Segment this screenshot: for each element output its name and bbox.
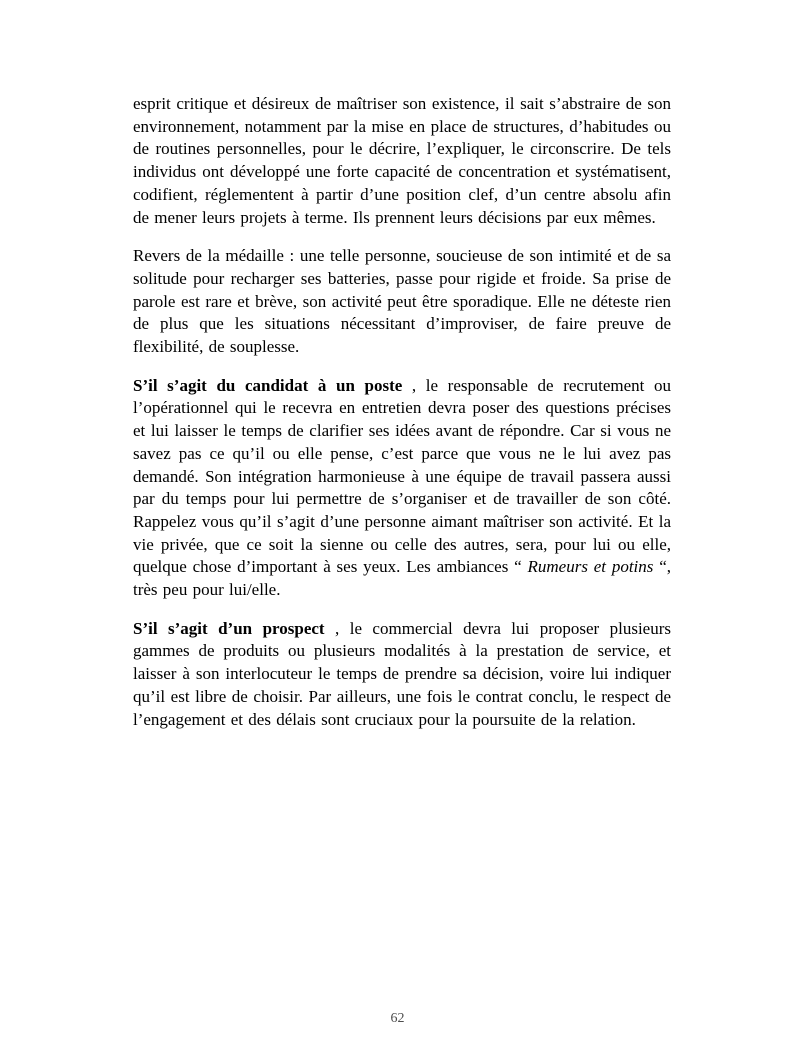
text-run: “, très peu pour lui/elle. [133, 557, 671, 600]
text-run: , le commercial devra lui proposer plusieurs gammes de produits ou plusieurs modalités à la prestation de service, et laisser à son interlocuteur le temps de prendre sa décision, voire lui indiquer qu’il est libre de choisir. Par ailleurs, une fois le contrat conclu, le respect de l’engagement et des délais sont cruciaux pour la poursuite de la relation. [133, 618, 671, 729]
paragraph-3 [133, 375, 671, 602]
paragraph-1 [133, 93, 671, 229]
text-run: esprit critique et désireux de maîtriser son existence, il sait s’abstraire de son environnement, notamment par la mise en place de structures, d’habitudes ou de routines personnelles, pour le décrire, l’expliquer, le circonscrire. De tels individus ont développé une forte capacité de concentration et systématisent, codifient, réglementent à partir d’une position clef, d’un centre absolu afin de mener leurs projets à terme. Ils prennent leurs décisions par eux mêmes. [133, 94, 671, 227]
page-number: 62 [390, 1011, 405, 1026]
bold-lead-run: S’il s’agit d’un prospect [133, 618, 325, 638]
text-block [133, 93, 671, 747]
paragraph-4 [133, 618, 671, 732]
paragraph-2 [133, 245, 671, 359]
text-run: , le responsable de recrutement ou l’opérationnel qui le recevra en entretien devra poser des questions précises et lui laisser le temps de clarifier ses idées avant de répondre. Car si vous ne savez pas ce qu’il ou elle pense, c’est parce que vous ne le lui avez pas demandé. Son intégration harmonieuse à une équipe de travail passera aussi par du temps pour lui permettre de s’organiser et de travailler de son côté. Rappelez vous qu’il s’agit d’une personne aimant maîtriser son activité. Et la vie privée, que ce soit la sienne ou celle des autres, sera, pour lui ou elle, quelque chose d’important à ses yeux. Les ambiances “ [133, 375, 671, 577]
bold-lead-run: S’il s’agit du candidat à un poste [133, 375, 403, 395]
italic-quote-run: Rumeurs et potins [527, 557, 654, 577]
text-run: Revers de la médaille : une telle personne, soucieuse de son intimité et de sa solitude pour recharger ses batteries, passe pour rigide et froide. Sa prise de parole est rare et brève, son activité peut être sporadique. Elle ne déteste rien de plus que les situations nécessitant d’improviser, de faire preuve de flexibilité, de souplesse. [133, 246, 671, 357]
